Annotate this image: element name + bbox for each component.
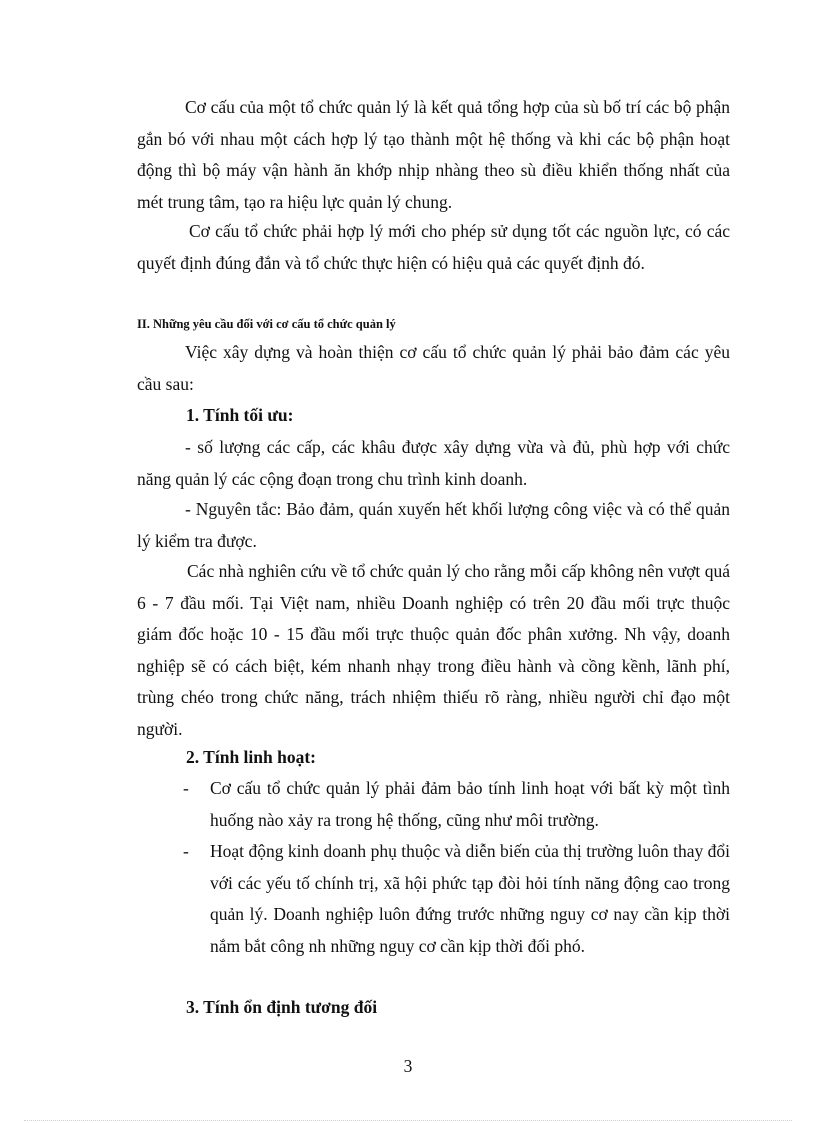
- bullet-item: [183, 773, 730, 836]
- subheading-optimality: 1. Tính tối ưu:: [186, 405, 294, 425]
- paragraph-requirements-intro: Việc xây dựng và hoàn thiện cơ cấu tổ chức quản lý phải bảo đảm các yêu cầu sau:: [137, 342, 730, 394]
- page-edge-divider: [24, 1120, 792, 1121]
- paragraph-principle: - Nguyên tắc: Bảo đảm, quán xuyến hết khối lượng công việc và có thể quản lý kiểm tra được.: [137, 499, 730, 551]
- bullet-text: Hoạt động kinh doanh phụ thuộc và diễn biến của thị trường luôn thay đổi với các yếu tố chính trị, xã hội phức tạp đòi hỏi tính năng động cao trong quản lý. Doanh nghiệp luôn đứng trước những nguy cơ nay cần kịp thời nắm bắt công nh những nguy cơ cần kịp thời đối phó.: [210, 841, 730, 956]
- paragraph-researchers: Các nhà nghiên cứu về tổ chức quản lý cho rằng mỗi cấp không nên vượt quá 6 - 7 đầu mối. Tại Việt nam, nhiều Doanh nghiệp có trên 20 đầu mối trực thuộc giám đốc hoặc 10 - 15 đầu mối trực thuộc quản đốc phân xưởng. Nh vậy, doanh nghiệp sẽ có cách biệt, kém nhanh nhạy trong điều hành và cồng kềnh, lãnh phí, trùng chéo trong chức năng, trách nhiệm thiếu rõ ràng, nhiều người chỉ đạo một người.: [137, 561, 730, 739]
- section-heading: II. Những yêu cầu đối với cơ cấu tổ chức quản lý: [137, 317, 396, 331]
- subheading-flexibility: 2. Tính linh hoạt:: [186, 747, 317, 767]
- page-number: 3: [403, 1056, 413, 1076]
- subheading-stability: 3. Tính ổn định tương đối: [186, 997, 378, 1017]
- bullet-marker: -: [183, 778, 189, 798]
- bullet-text: Cơ cấu tổ chức quản lý phải đảm bảo tính linh hoạt với bất kỳ một tình huống nào xảy ra trong hệ thống, cũng như môi trường.: [210, 778, 730, 830]
- paragraph-organization-structure: Cơ cấu của một tổ chức quản lý là kết quả tổng hợp của sù bố trí các bộ phận gắn bó với nhau một cách hợp lý tạo thành một hệ thống và khi các bộ phận hoạt động thì bộ máy vận hành ăn khớp nhịp nhàng theo sù điều khiển thống nhất của mét trung tâm, tạo ra hiệu lực quản lý chung.: [137, 97, 730, 212]
- paragraph-levels-count: - số lượng các cấp, các khâu được xây dựng vừa và đủ, phù hợp với chức năng quản lý các cộng đoạn trong chu trình kinh doanh.: [137, 437, 730, 489]
- bullet-marker: -: [183, 841, 189, 861]
- bullet-item: [183, 836, 730, 962]
- paragraph-reasonable-structure: Cơ cấu tổ chức phải hợp lý mới cho phép sử dụng tốt các nguồn lực, có các quyết định đúng đắn và tổ chức thực hiện có hiệu quả các quyết định đó.: [137, 221, 730, 273]
